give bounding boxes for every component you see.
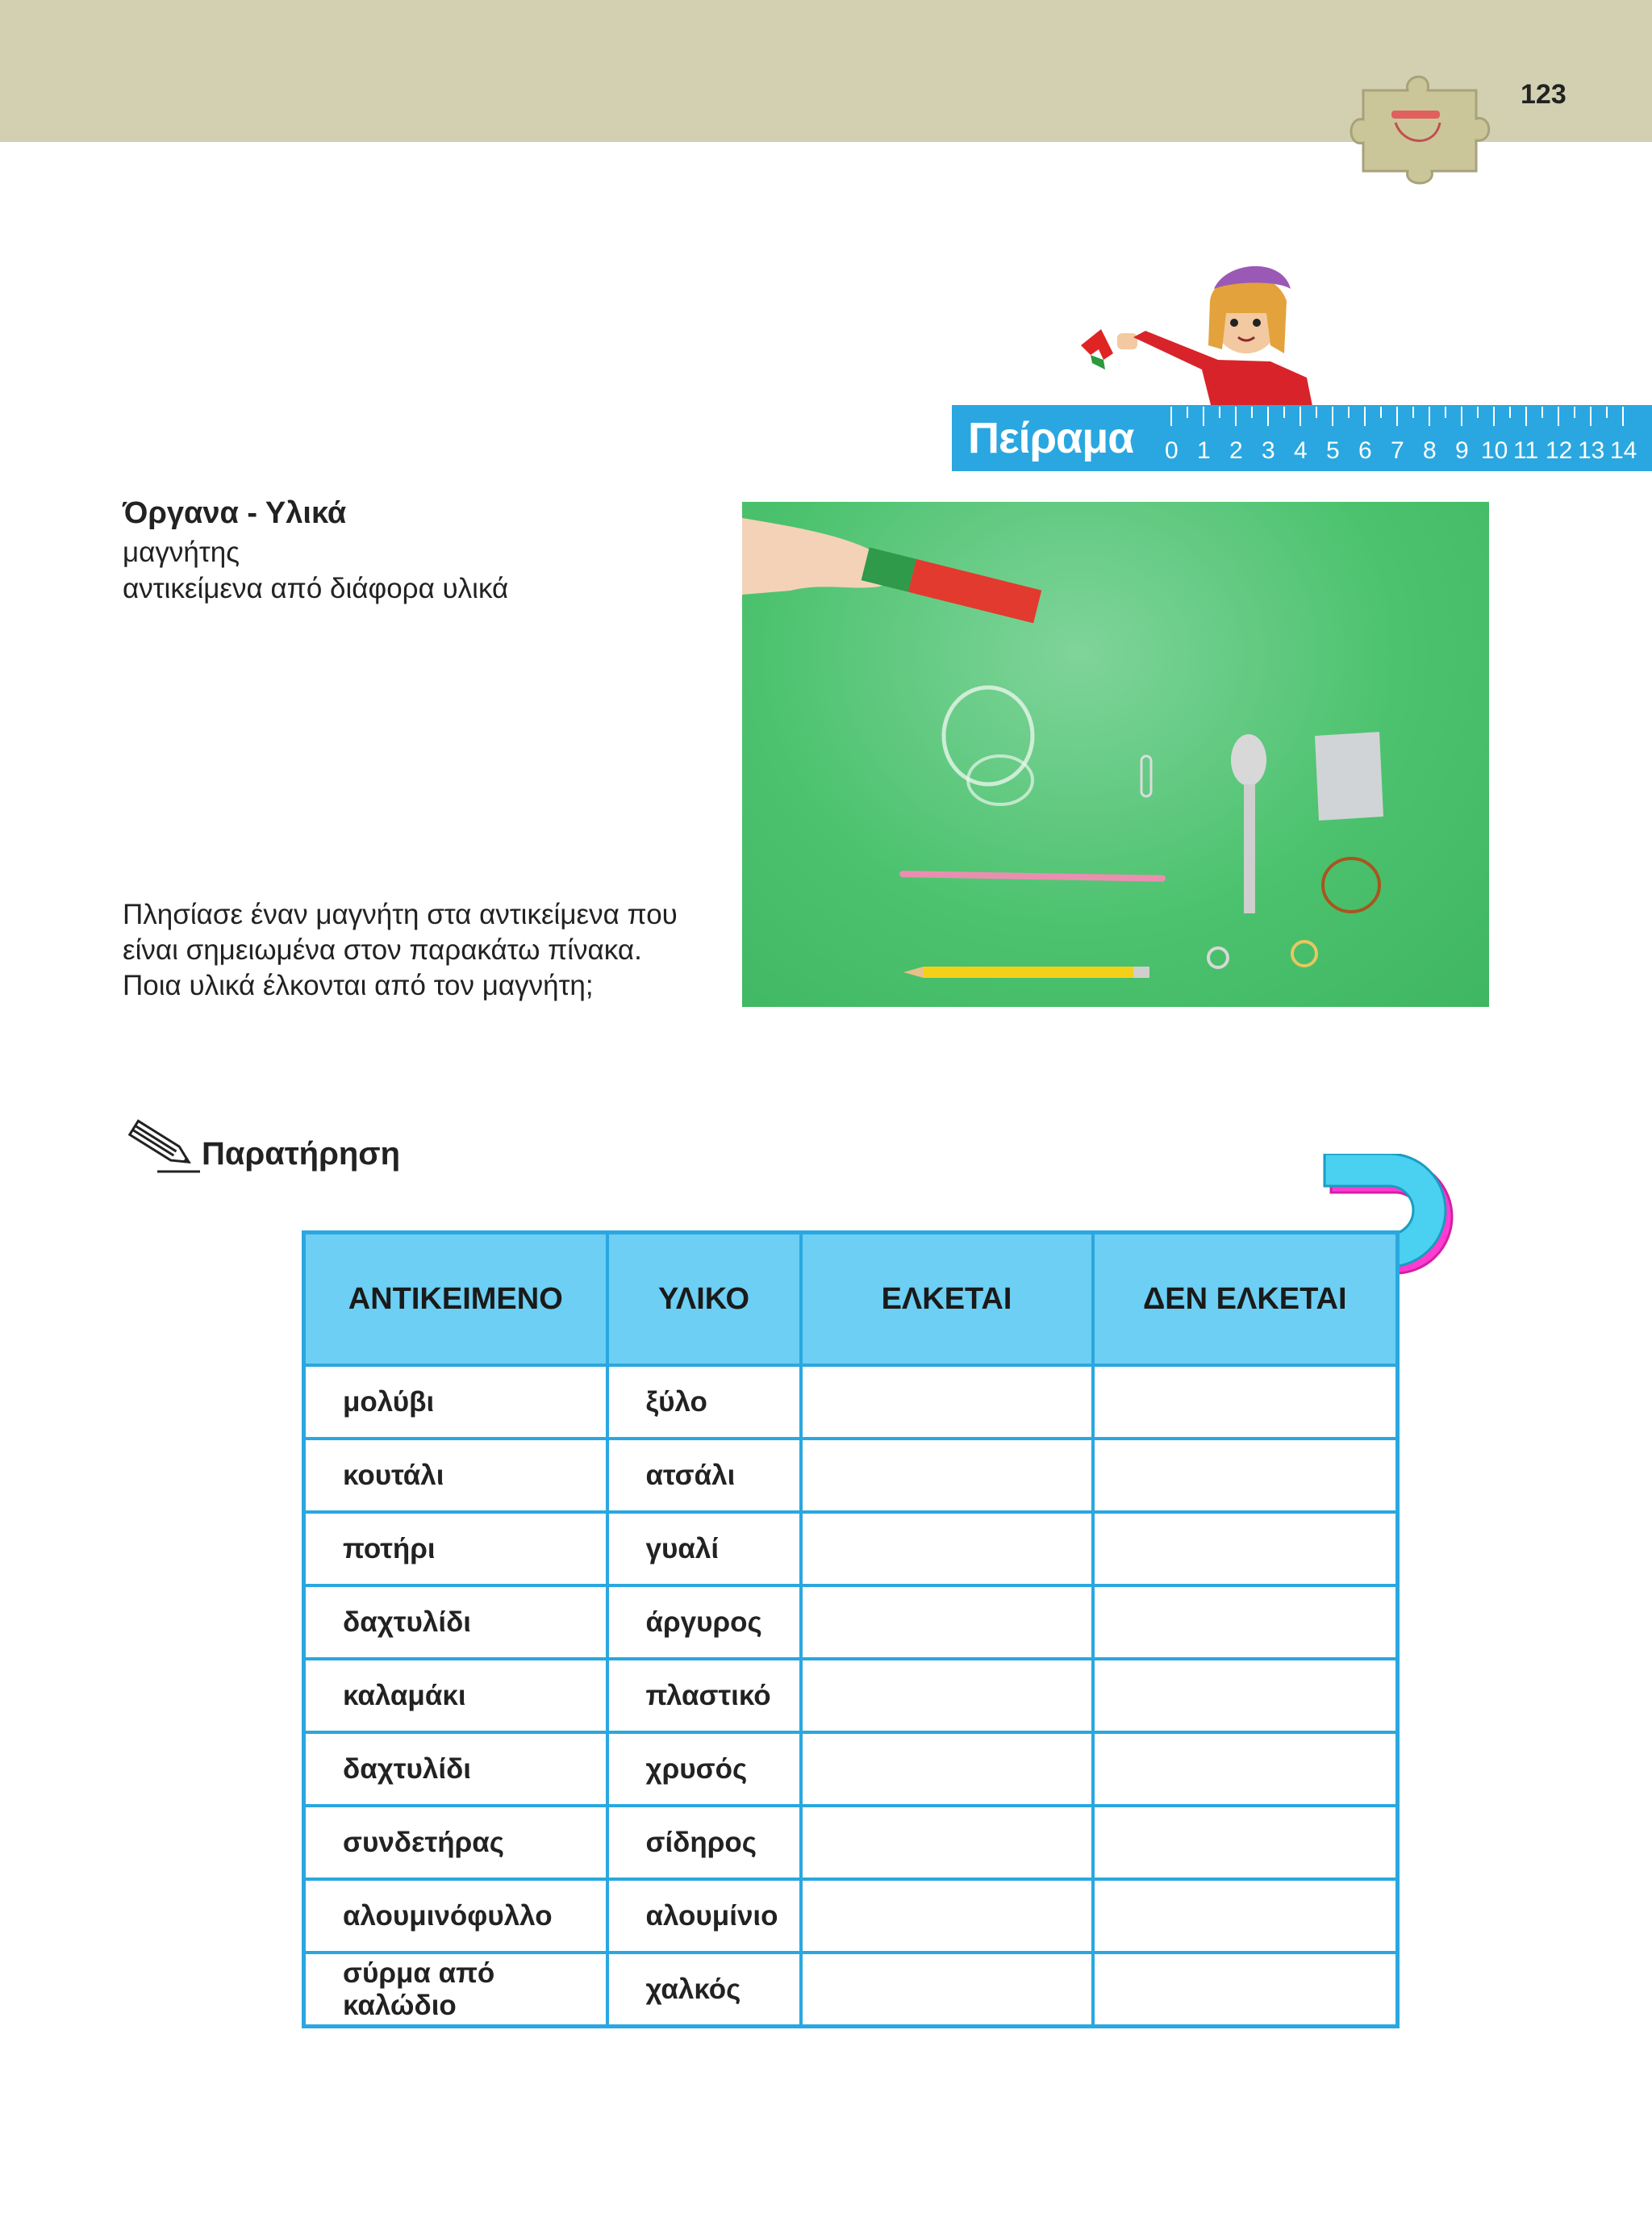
- table-row: [304, 1953, 1398, 2027]
- cell-material: άργυρος: [607, 1585, 801, 1659]
- cell-attracted[interactable]: [801, 1953, 1093, 2027]
- cell-not-attracted[interactable]: [1093, 1365, 1398, 1439]
- ruler-number: 7: [1391, 437, 1404, 464]
- cell-attracted[interactable]: [801, 1439, 1093, 1512]
- table-row: [304, 1732, 1398, 1806]
- cell-material: σίδηρος: [607, 1806, 801, 1879]
- observation-table-wrapper: [302, 1230, 1400, 2028]
- cell-object: συνδετήρας: [304, 1806, 607, 1879]
- cell-not-attracted[interactable]: [1093, 1439, 1398, 1512]
- instruction-text: [123, 897, 736, 1004]
- ruler-number: 0: [1165, 437, 1179, 464]
- instruction-line: είναι σημειωμένα στον παρακάτω πίνακα.: [123, 934, 642, 966]
- cell-object: ποτήρι: [304, 1512, 607, 1585]
- table-row: [304, 1585, 1398, 1659]
- materials-heading: Όργανα - Υλικά: [123, 496, 347, 530]
- table-row: [304, 1806, 1398, 1879]
- ruler-number: 10: [1481, 437, 1508, 464]
- cell-object: σύρμα από καλώδιο: [304, 1953, 607, 2027]
- observation-heading: Παρατήρηση: [202, 1136, 401, 1172]
- table-header-row: [304, 1233, 1398, 1366]
- cell-object: αλουμινόφυλλο: [304, 1879, 607, 1953]
- materials-item: αντικείμενα από διάφορα υλικά: [123, 573, 509, 604]
- observation-table: [302, 1230, 1400, 2028]
- cell-material: ατσάλι: [607, 1439, 801, 1512]
- cell-attracted[interactable]: [801, 1732, 1093, 1806]
- ruler-number: 6: [1358, 437, 1372, 464]
- cell-material: αλουμίνιο: [607, 1879, 801, 1953]
- girl-with-magnet-illustration: [1073, 257, 1315, 418]
- cell-attracted[interactable]: [801, 1659, 1093, 1732]
- pencil-icon: [121, 1117, 202, 1173]
- header-not-attracted: ΔΕΝ ΕΛΚΕΤΑΙ: [1093, 1233, 1398, 1366]
- instruction-line: Ποια υλικά έλκονται από τον μαγνήτη;: [123, 970, 594, 1001]
- cell-attracted[interactable]: [801, 1585, 1093, 1659]
- cell-material: ξύλο: [607, 1365, 801, 1439]
- cell-not-attracted[interactable]: [1093, 1732, 1398, 1806]
- cell-material: πλαστικό: [607, 1659, 801, 1732]
- cell-object: δαχτυλίδι: [304, 1585, 607, 1659]
- table-row: [304, 1365, 1398, 1439]
- cell-object: καλαμάκι: [304, 1659, 607, 1732]
- experiment-banner: [952, 405, 1652, 471]
- page-number: 123: [1521, 79, 1566, 110]
- ruler-number: 13: [1578, 437, 1605, 464]
- cell-attracted[interactable]: [801, 1365, 1093, 1439]
- cell-object: δαχτυλίδι: [304, 1732, 607, 1806]
- cell-not-attracted[interactable]: [1093, 1879, 1398, 1953]
- cell-not-attracted[interactable]: [1093, 1953, 1398, 2027]
- table-row: [304, 1439, 1398, 1512]
- ruler-number: 14: [1610, 437, 1637, 464]
- ruler-number: 5: [1326, 437, 1340, 464]
- cell-not-attracted[interactable]: [1093, 1585, 1398, 1659]
- cell-attracted[interactable]: [801, 1806, 1093, 1879]
- cell-object: μολύβι: [304, 1365, 607, 1439]
- table-row: [304, 1879, 1398, 1953]
- experiment-photo: [742, 502, 1489, 1007]
- ruler-number: 4: [1294, 437, 1308, 464]
- table-row: [304, 1512, 1398, 1585]
- header-attracted: ΕΛΚΕΤΑΙ: [801, 1233, 1093, 1366]
- ruler-number: 1: [1197, 437, 1211, 464]
- cell-not-attracted[interactable]: [1093, 1806, 1398, 1879]
- cell-material: χρυσός: [607, 1732, 801, 1806]
- ruler-number: 2: [1229, 437, 1243, 464]
- cell-attracted[interactable]: [801, 1879, 1093, 1953]
- experiment-title: Πείραμα: [968, 414, 1134, 462]
- cell-material: χαλκός: [607, 1953, 801, 2027]
- cell-not-attracted[interactable]: [1093, 1512, 1398, 1585]
- ruler-number: 3: [1262, 437, 1275, 464]
- ruler-number: 12: [1546, 437, 1573, 464]
- cell-attracted[interactable]: [801, 1512, 1093, 1585]
- ruler: [1153, 405, 1652, 471]
- ruler-number: 8: [1423, 437, 1437, 464]
- instruction-line: Πλησίασε έναν μαγνήτη στα αντικείμενα που: [123, 899, 678, 930]
- materials-item: μαγνήτης: [123, 537, 240, 568]
- header-material: ΥΛΙΚΟ: [607, 1233, 801, 1366]
- puzzle-piece-icon: [1347, 66, 1500, 187]
- header-object: ΑΝΤΙΚΕΙΜΕΝΟ: [304, 1233, 607, 1366]
- cell-not-attracted[interactable]: [1093, 1659, 1398, 1732]
- cell-object: κουτάλι: [304, 1439, 607, 1512]
- cell-material: γυαλί: [607, 1512, 801, 1585]
- ruler-number: 9: [1455, 437, 1469, 464]
- ruler-number: 11: [1513, 437, 1539, 464]
- table-row: [304, 1659, 1398, 1732]
